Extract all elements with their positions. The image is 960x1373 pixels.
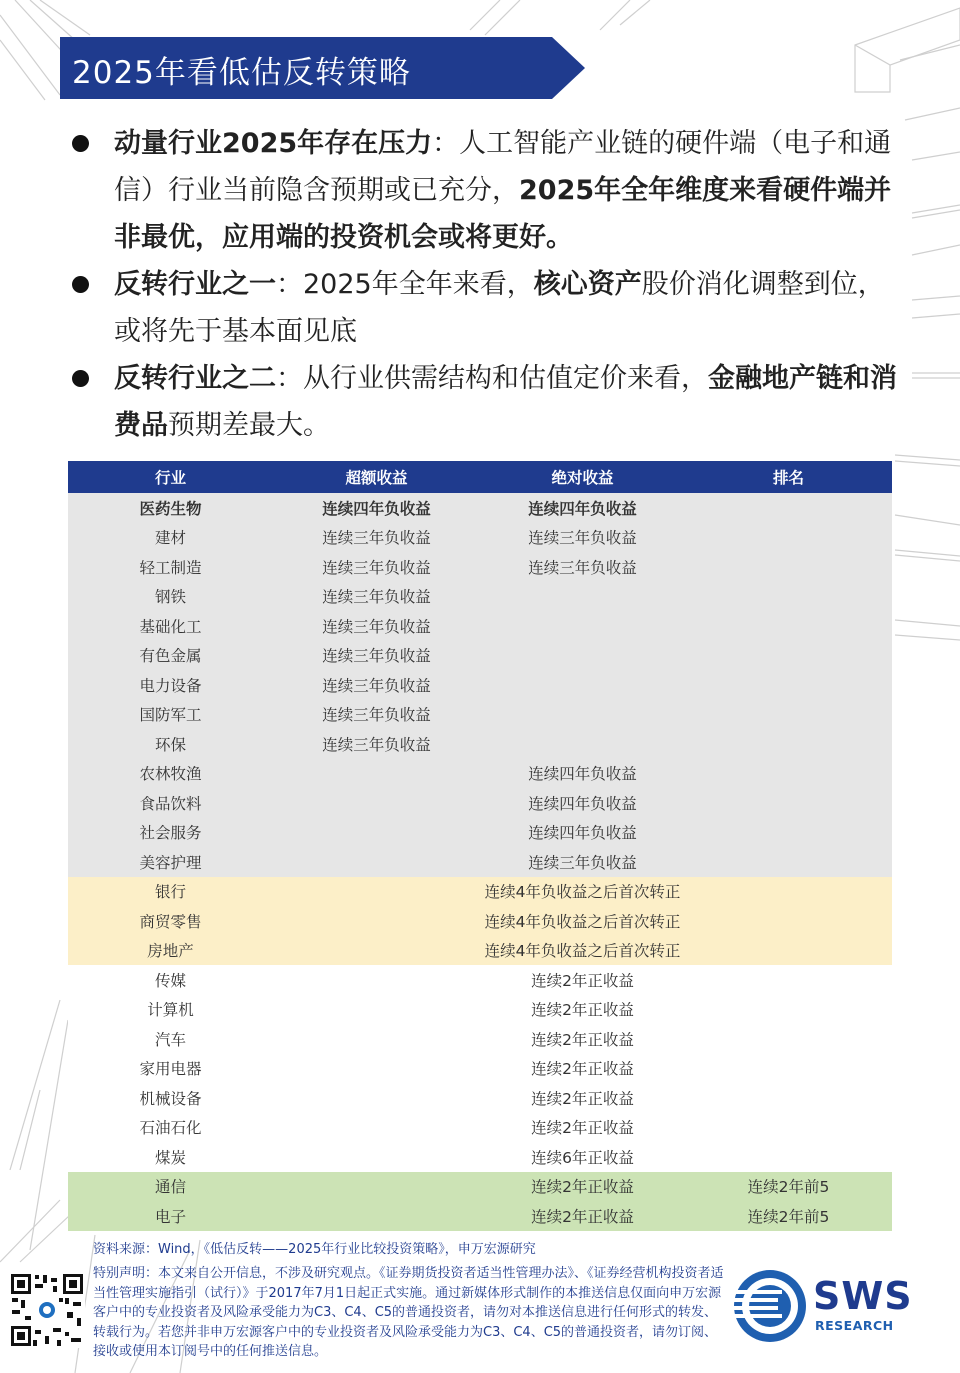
cell-industry: 房地产: [68, 936, 273, 966]
cell-excess-return: [273, 1142, 480, 1172]
cell-excess-return: 连续三年负收益: [273, 729, 480, 759]
bullet-item: [68, 355, 908, 449]
cell-industry: 社会服务: [68, 818, 273, 848]
cell-rank: [685, 936, 892, 966]
cell-rank: [685, 523, 892, 553]
cell-industry: 美容护理: [68, 847, 273, 877]
cell-industry: 计算机: [68, 995, 273, 1025]
bullet-item: [68, 261, 908, 355]
cell-excess-return: [273, 1083, 480, 1113]
cell-absolute-return: 连续四年负收益: [480, 493, 685, 523]
table-row: [68, 995, 892, 1025]
bullet-item: [68, 120, 908, 261]
cell-rank: [685, 759, 892, 789]
cell-industry: 基础化工: [68, 611, 273, 641]
cell-rank: [685, 965, 892, 995]
table-row: [68, 847, 892, 877]
cell-industry: 石油石化: [68, 1113, 273, 1143]
bullet-text-bold: 反转行业之二: [114, 363, 276, 394]
cell-industry: 轻工制造: [68, 552, 273, 582]
cell-rank: [685, 552, 892, 582]
cell-absolute-return: 连续2年正收益: [480, 1201, 685, 1231]
cell-industry: 传媒: [68, 965, 273, 995]
cell-excess-return: 连续三年负收益: [273, 670, 480, 700]
page-title: 2025年看低估反转策略: [72, 55, 411, 91]
cell-industry: 煤炭: [68, 1142, 273, 1172]
cell-rank: [685, 1054, 892, 1084]
cell-excess-return: [273, 759, 480, 789]
cell-absolute-return: 连续2年正收益: [480, 995, 685, 1025]
cell-excess-return: [273, 1172, 480, 1202]
sws-logo-icon: [732, 1268, 808, 1344]
cell-absolute-return: 连续4年负收益之后首次转正: [480, 877, 685, 907]
table-row: [68, 1172, 892, 1202]
cell-excess-return: [273, 847, 480, 877]
cell-excess-return: [273, 1201, 480, 1231]
cell-absolute-return: 连续三年负收益: [480, 847, 685, 877]
table-row: [68, 552, 892, 582]
cell-rank: [685, 611, 892, 641]
bullet-text: ：从行业供需结构和估值定价来看，: [276, 363, 708, 394]
cell-absolute-return: 连续四年负收益: [480, 759, 685, 789]
cell-absolute-return: 连续4年负收益之后首次转正: [480, 906, 685, 936]
header-industry: 行业: [68, 461, 273, 493]
cell-rank: 连续2年前5: [685, 1201, 892, 1231]
cell-absolute-return: 连续6年正收益: [480, 1142, 685, 1172]
cell-industry: 国防军工: [68, 700, 273, 730]
bullet-text-bold: 核心资产: [533, 269, 642, 300]
bullet-list: [68, 120, 908, 449]
cell-rank: [685, 493, 892, 523]
cell-absolute-return: 连续2年正收益: [480, 1083, 685, 1113]
bullet-text-bold: 反转行业之一: [114, 269, 276, 300]
cell-industry: 电子: [68, 1201, 273, 1231]
cell-absolute-return: 连续四年负收益: [480, 818, 685, 848]
cell-absolute-return: 连续三年负收益: [480, 523, 685, 553]
cell-absolute-return: [480, 729, 685, 759]
cell-absolute-return: [480, 582, 685, 612]
cell-excess-return: [273, 1024, 480, 1054]
cell-industry: 钢铁: [68, 582, 273, 612]
header-excess-return: 超额收益: [273, 461, 480, 493]
bullet-text-bold: 金融地产链和消费品: [114, 363, 897, 441]
table-row: [68, 493, 892, 523]
cell-industry: 商贸零售: [68, 906, 273, 936]
cell-industry: 机械设备: [68, 1083, 273, 1113]
cell-rank: [685, 670, 892, 700]
cell-rank: [685, 729, 892, 759]
cell-industry: 建材: [68, 523, 273, 553]
cell-excess-return: [273, 965, 480, 995]
logo-name: SWS: [813, 1274, 913, 1318]
table-row: [68, 1201, 892, 1231]
table-row: [68, 818, 892, 848]
table-header-row: [68, 461, 892, 493]
cell-excess-return: [273, 936, 480, 966]
table-row: [68, 936, 892, 966]
cell-excess-return: [273, 1054, 480, 1084]
cell-rank: [685, 818, 892, 848]
cell-excess-return: 连续三年负收益: [273, 582, 480, 612]
table-row: [68, 877, 892, 907]
cell-absolute-return: 连续2年正收益: [480, 965, 685, 995]
table-row: [68, 582, 892, 612]
table-row: [68, 788, 892, 818]
cell-absolute-return: [480, 700, 685, 730]
cell-industry: 电力设备: [68, 670, 273, 700]
cell-industry: 农林牧渔: [68, 759, 273, 789]
table-row: [68, 523, 892, 553]
header-absolute-return: 绝对收益: [480, 461, 685, 493]
bullet-text-bold: 动量行业2025年存在压力: [114, 128, 433, 159]
cell-excess-return: 连续四年负收益: [273, 493, 480, 523]
bullet-dot-icon: [72, 135, 89, 152]
cell-excess-return: [273, 1113, 480, 1143]
qr-code-icon: [9, 1272, 85, 1348]
cell-absolute-return: 连续4年负收益之后首次转正: [480, 936, 685, 966]
cell-absolute-return: 连续四年负收益: [480, 788, 685, 818]
cell-rank: 连续2年前5: [685, 1172, 892, 1202]
disclaimer: 特别声明：本文来自公开信息，不涉及研究观点。《证券期货投资者适当性管理办法》、《证券经营机构投资者适当性管理实施指引（试行）》于2017年7月1日起正式实施。通过新媒体形式制作的本推送信息仅面向申万宏源客户中的专业投资者及风险承受能力为C3、C4、C5的普通投资者，请勿对本推送信息进行任何形式的转发、转载行为。若您并非申万宏源客户中的专业投资者及风险承受能力为C3、C4、C5的普通投资者，请勿订阅、接收或使用本订阅号中的任何推送信息。: [93, 1266, 724, 1359]
table-row: [68, 641, 892, 671]
bullet-text-bold: 2025年全年维度来看硬件端并非最优，应用端的投资机会或将更好。: [114, 175, 892, 253]
table-row: [68, 1024, 892, 1054]
cell-industry: 汽车: [68, 1024, 273, 1054]
bullet-dot-icon: [72, 276, 89, 293]
table-row: [68, 611, 892, 641]
cell-rank: [685, 877, 892, 907]
cell-excess-return: [273, 995, 480, 1025]
cell-excess-return: [273, 788, 480, 818]
cell-absolute-return: [480, 641, 685, 671]
cell-rank: [685, 1113, 892, 1143]
cell-absolute-return: 连续2年正收益: [480, 1024, 685, 1054]
cell-absolute-return: [480, 611, 685, 641]
cell-absolute-return: [480, 670, 685, 700]
cell-absolute-return: 连续2年正收益: [480, 1113, 685, 1143]
title-banner: [60, 37, 585, 99]
table-row: [68, 700, 892, 730]
sws-research-logo: [732, 1268, 927, 1344]
table-row: [68, 1083, 892, 1113]
cell-absolute-return: 连续2年正收益: [480, 1172, 685, 1202]
cell-rank: [685, 788, 892, 818]
table-row: [68, 1142, 892, 1172]
cell-rank: [685, 1024, 892, 1054]
cell-rank: [685, 582, 892, 612]
source-note: 资料来源：Wind，《低估反转——2025年行业比较投资策略》，申万宏源研究: [93, 1242, 536, 1257]
cell-rank: [685, 995, 892, 1025]
table-row: [68, 1113, 892, 1143]
cell-excess-return: 连续三年负收益: [273, 641, 480, 671]
cell-industry: 医药生物: [68, 493, 273, 523]
cell-rank: [685, 700, 892, 730]
cell-absolute-return: 连续三年负收益: [480, 552, 685, 582]
bullet-text: ：人工智能产业链的硬件端（电子和通信）行业当前隐含预期或已充分，: [114, 128, 892, 206]
cell-rank: [685, 1142, 892, 1172]
cell-excess-return: 连续三年负收益: [273, 552, 480, 582]
bullet-text: 预期差最大。: [168, 410, 330, 441]
table-row: [68, 965, 892, 995]
cell-excess-return: [273, 818, 480, 848]
cell-rank: [685, 641, 892, 671]
cell-excess-return: 连续三年负收益: [273, 611, 480, 641]
cell-excess-return: [273, 877, 480, 907]
logo-subtitle: RESEARCH: [815, 1318, 894, 1333]
cell-excess-return: [273, 906, 480, 936]
cell-excess-return: 连续三年负收益: [273, 523, 480, 553]
cell-industry: 环保: [68, 729, 273, 759]
bullet-dot-icon: [72, 370, 89, 387]
table-row: [68, 670, 892, 700]
cell-rank: [685, 847, 892, 877]
cell-absolute-return: 连续2年正收益: [480, 1054, 685, 1084]
table-row: [68, 729, 892, 759]
header-rank: 排名: [685, 461, 892, 493]
cell-rank: [685, 1083, 892, 1113]
cell-excess-return: 连续三年负收益: [273, 700, 480, 730]
bullet-text: 股价消化调整到位，或将先于基本面见底: [114, 269, 885, 347]
cell-industry: 通信: [68, 1172, 273, 1202]
cell-rank: [685, 906, 892, 936]
bullet-text: ：2025年全年来看，: [276, 269, 534, 300]
table-row: [68, 906, 892, 936]
table-row: [68, 759, 892, 789]
cell-industry: 食品饮料: [68, 788, 273, 818]
cell-industry: 家用电器: [68, 1054, 273, 1084]
cell-industry: 有色金属: [68, 641, 273, 671]
table-row: [68, 1054, 892, 1084]
cell-industry: 银行: [68, 877, 273, 907]
industry-table: [68, 461, 892, 1231]
